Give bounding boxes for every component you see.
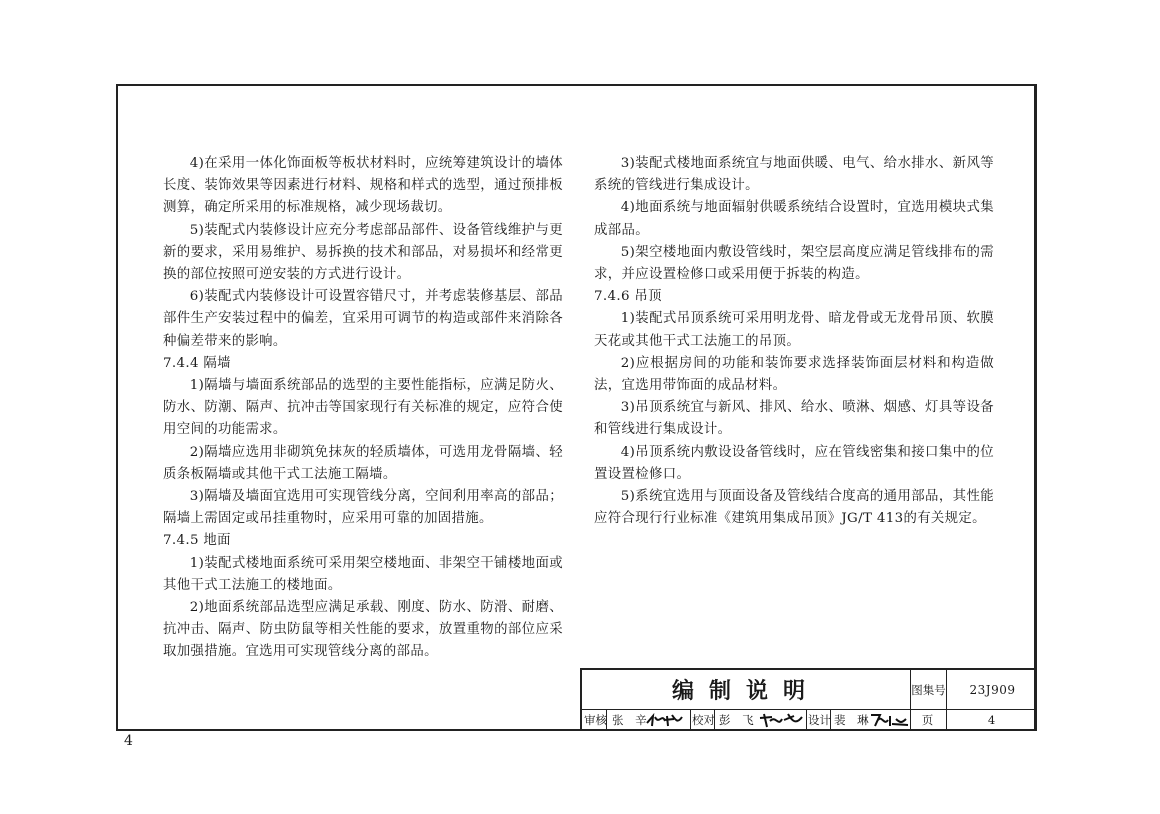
atlas-number-label: 图集号 <box>910 670 946 709</box>
paragraph: 4)吊顶系统内敷设设备管线时，应在管线密集和接口集中的位置设置检修口。 <box>594 444 994 482</box>
page-number: 4 <box>124 733 133 749</box>
title-block <box>580 668 1037 731</box>
title-row <box>582 670 1037 710</box>
right-column <box>594 153 994 530</box>
atlas-number: 23J909 <box>946 670 1038 709</box>
review-label: 审核 <box>584 713 607 727</box>
review-name: 张 辛 <box>612 713 651 727</box>
paragraph: 1)装配式楼地面系统可采用架空楼地面、非架空干铺楼地面或其他干式工法施工的楼地面。 <box>163 555 563 593</box>
design-label: 设计 <box>808 713 831 727</box>
check-name: 彭 飞 <box>719 713 758 727</box>
sheet-title: 编制说明 <box>671 679 820 704</box>
paragraph: 2)应根据房间的功能和装饰要求选择装饰面层材料和构造做法，宜选用带饰面的成品材料。 <box>594 355 994 394</box>
paragraph: 1)隔墙与墙面系统部品的选型的主要性能指标，应满足防火、防水、防潮、隔声、抗冲击等国家现行有关标准的规定，应符合使用空间的功能需求。 <box>163 378 563 438</box>
left-column <box>163 153 563 664</box>
section-heading: 7.4.5 地面 <box>163 533 231 549</box>
paragraph: 4)地面系统与地面辐射供暖系统结合设置时，宜选用模块式集成部品。 <box>594 200 994 238</box>
paragraph: 6)装配式内装修设计可设置容错尺寸，并考虑装修基层、部品部件生产安装过程中的偏差，宜采用可调节的构造或部件来消除各种偏差带来的影响。 <box>163 289 563 349</box>
review-signature <box>644 711 684 729</box>
paragraph: 3)隔墙及墙面宜选用可实现管线分离，空间利用率高的部品；隔墙上需固定或吊挂重物时，应采用可靠的加固措施。 <box>163 489 563 527</box>
page-label: 页 <box>921 713 934 727</box>
signature-row <box>582 710 1037 730</box>
design-signature <box>868 711 910 729</box>
section-heading: 7.4.4 隔墙 <box>163 355 231 371</box>
paragraph: 5)系统宜选用与顶面设备及管线结合度高的通用部品，其性能应符合现行行业标准《建筑用集成吊顶》JG/T 413的有关规定。 <box>594 489 994 527</box>
design-name: 裴 琳 <box>834 713 873 727</box>
paragraph: 5)架空楼地面内敷设管线时，架空层高度应满足管线排布的需求，并应设置检修口或采用便于拆装的构造。 <box>594 244 994 283</box>
paragraph: 5)装配式内装修设计应充分考虑部品部件、设备管线维护与更新的要求，采用易维护、易拆换的技术和部品，对易损坏和经常更换的部位按照可逆安装的方式进行设计。 <box>163 222 563 283</box>
page-value: 4 <box>987 713 996 727</box>
paragraph: 4)在采用一体化饰面板等板状材料时，应统筹建筑设计的墙体长度、装饰效果等因素进行材料、规格和样式的选型，通过预排板测算，确定所采用的标准规格，减少现场裁切。 <box>163 156 563 216</box>
check-label: 校对 <box>692 713 715 727</box>
paragraph: 3)吊顶系统宜与新风、排风、给水、喷淋、烟感、灯具等设备和管线进行集成设计。 <box>594 400 994 438</box>
paragraph: 2)隔墙应选用非砌筑免抹灰的轻质墙体，可选用龙骨隔墙、轻质条板隔墙或其他干式工法施工隔墙。 <box>163 444 563 482</box>
paragraph: 1)装配式吊顶系统可采用明龙骨、暗龙骨或无龙骨吊顶、软膜天花或其他干式工法施工的吊顶。 <box>594 311 994 349</box>
section-heading: 7.4.6 吊顶 <box>594 289 662 305</box>
check-signature <box>758 711 804 729</box>
paragraph: 3)装配式楼地面系统宜与地面供暖、电气、给水排水、新风等系统的管线进行集成设计。 <box>594 156 994 194</box>
paragraph: 2)地面系统部品选型应满足承载、刚度、防水、防滑、耐磨、抗冲击、隔声、防虫防鼠等相关性能的要求，放置重物的部位应采取加强措施。宜选用可实现管线分离的部品。 <box>163 600 563 660</box>
drawing-frame <box>116 84 1037 731</box>
